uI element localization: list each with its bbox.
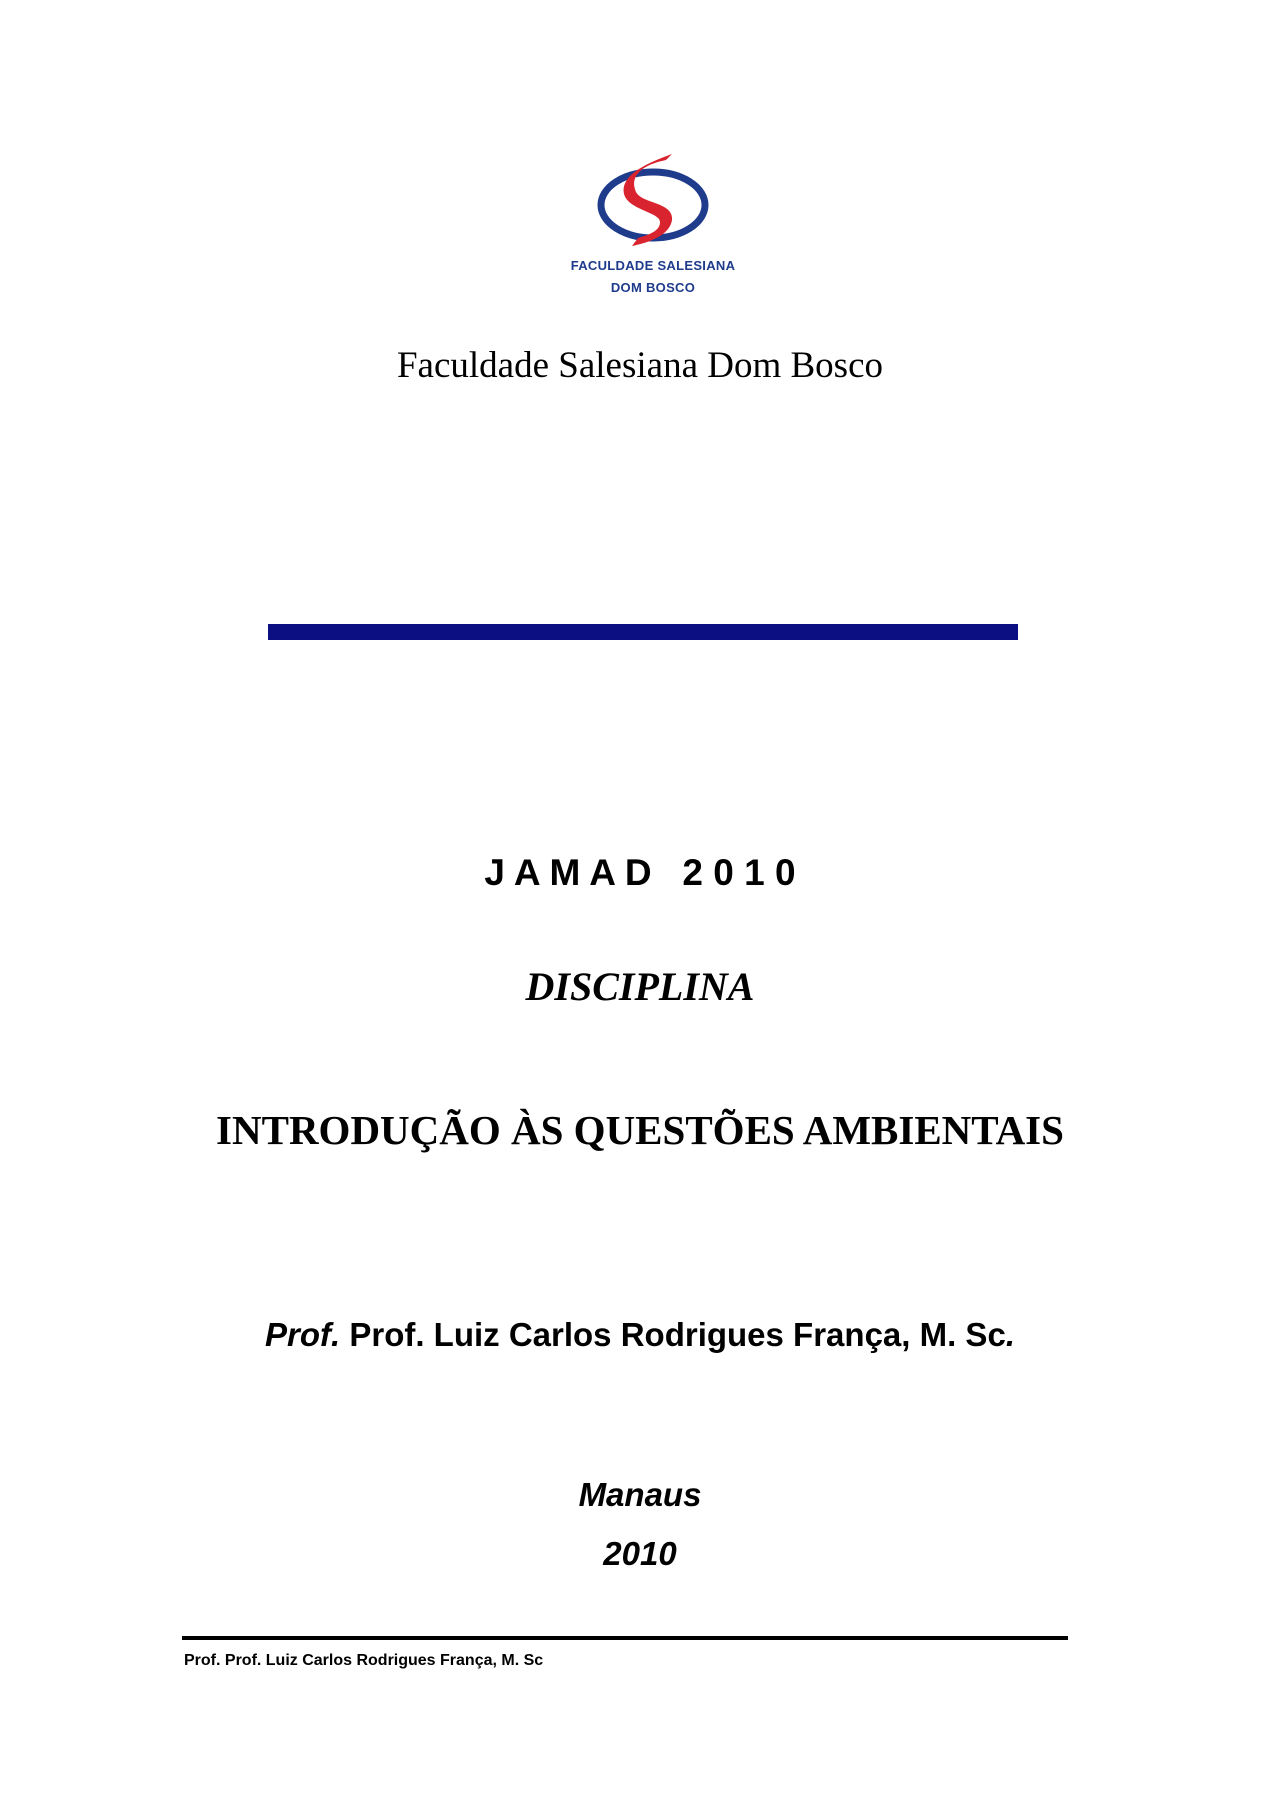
professor-suffix: . (1005, 1316, 1015, 1353)
professor-line (0, 1316, 1280, 1354)
logo-emblem-icon (548, 150, 758, 254)
event-title: J A M A D 2 0 1 0 (484, 852, 796, 893)
logo-text-line-2: DOM BOSCO (610, 280, 696, 295)
course-title: INTRODUÇÃO ÀS QUESTÕES AMBIENTAIS (216, 1107, 1064, 1153)
footer-text: Prof. Prof. Luiz Carlos Rodrigues França, M. Sc (184, 1652, 544, 1669)
title-divider (268, 624, 1018, 640)
institution-name: Faculdade Salesiana Dom Bosco (396, 345, 884, 386)
city: Manaus (578, 1476, 702, 1513)
logo-text-line-1: FACULDADE SALESIANA (570, 258, 736, 273)
year: 2010 (603, 1535, 677, 1572)
professor-name: Prof. Luiz Carlos Rodrigues França, M. Sc (349, 1316, 1006, 1353)
institution-logo (548, 150, 758, 300)
professor-prefix: Prof. (265, 1316, 341, 1353)
discipline-label: DISCIPLINA (525, 964, 755, 1009)
footer-rule (182, 1636, 1068, 1640)
